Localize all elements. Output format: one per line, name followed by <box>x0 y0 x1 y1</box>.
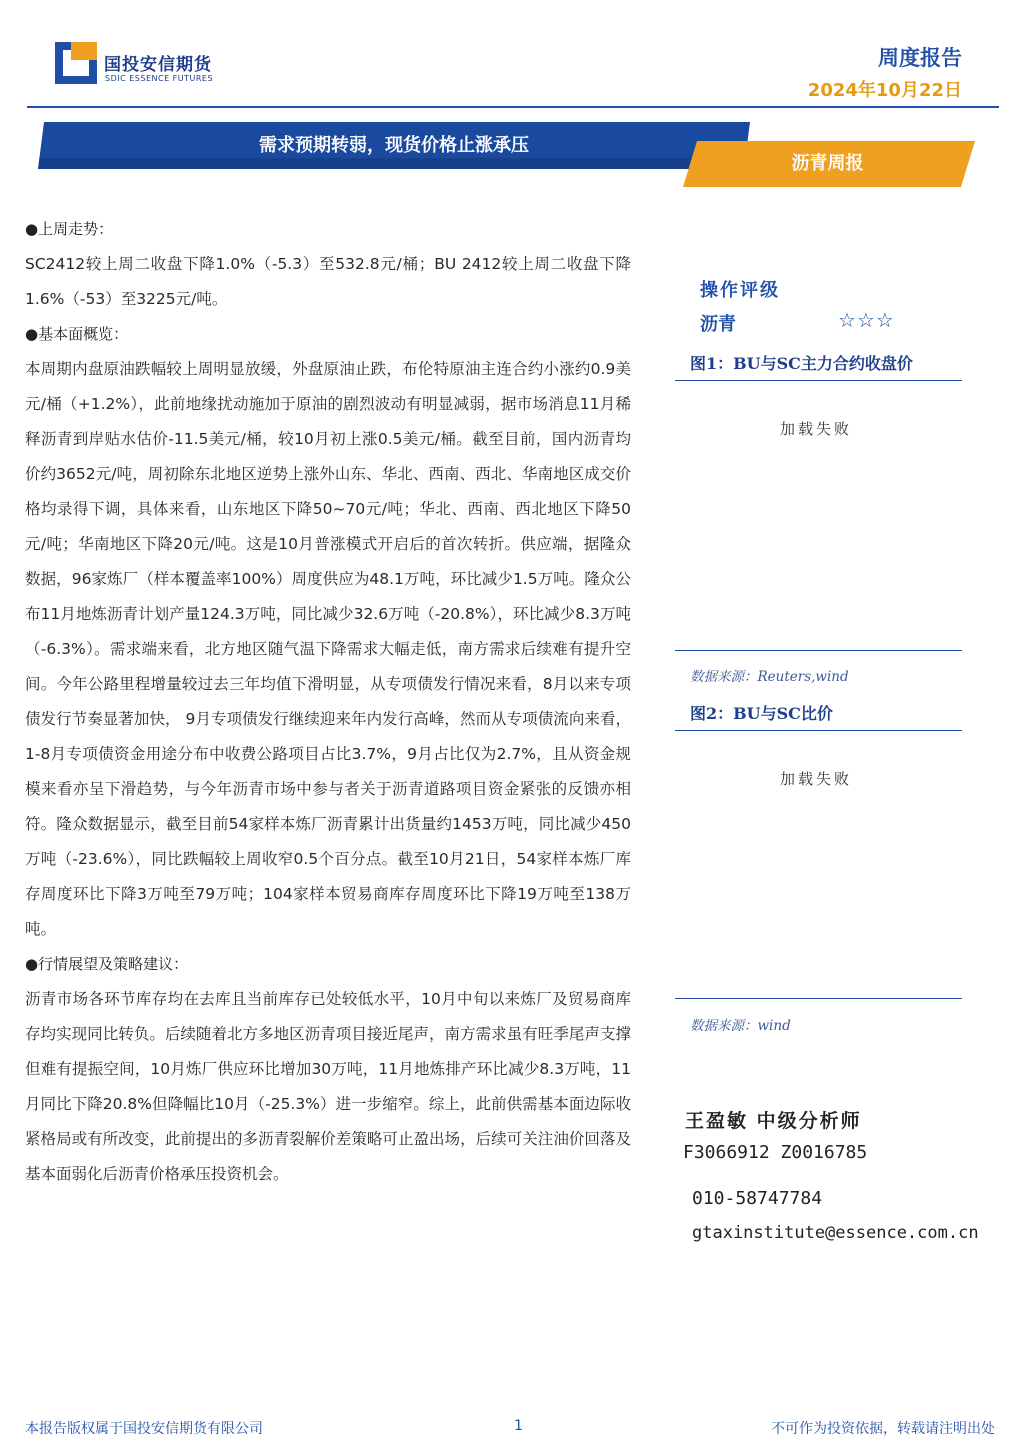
rating-stars-icon: ☆☆☆ <box>838 308 895 332</box>
section-fundamentals <box>25 317 631 947</box>
section-paragraph: 本周期内盘原油跌幅较上周明显放缓，外盘原油止跌，布伦特原油主连合约小涨约0.9美元/桶（+1.2%），此前地缘扰动施加于原油的剧烈波动有明显减弱，据市场消息11月稀释沥青到岸贴水估价-11.5美元/桶，较10月初上涨0.5美元/桶。截至目前，国内沥青均价约3652元/吨，周初除东北地区逆势上涨外山东、华北、西南、西北、华南地区成交价格均录得下调，具体来看，山东地区下降50~70元/吨；华北、西南、西北地区下降50元/吨；华南地区下降20元/吨。这是10月普涨模式开启后的首次转折。供应端，据隆众数据，96家炼厂（样本覆盖率100%）周度供应为48.1万吨，环比减少1.5万吨。隆众公布11月地炼沥青计划产量124.3万吨，同比减少32.6万吨（-20.8%），环比减少8.3万吨（-6.3%）。需求端来看，北方地区随气温下降需求大幅走低，南方需求后续难有提升空间。今年公路里程增量较过去三年均值下滑明显，从专项债发行情况来看，8月以来专项债发行节奏显著加快， 9月专项债发行继续迎来年内发行高峰，然而从专项债流向来看，1-8月专项债资金用途分布中收费公路项目占比3.7%，9月占比仅为2.7%，且从资金规模来看亦呈下滑趋势，与今年沥青市场中参与者关于沥青道路项目资金紧张的反馈亦相符。隆众数据显示，截至目前54家样本炼厂沥青累计出货量约1453万吨，同比减少450万吨（-23.6%），同比跌幅较上周收窄0.5个百分点。截至10月21日，54家样本炼厂库存周度环比下降3万吨至79万吨；104家样本贸易商库存周度环比下降19万吨至138万吨。 <box>25 360 631 938</box>
section-paragraph: 沥青市场各环节库存均在去库且当前库存已处较低水平，10月中旬以来炼厂及贸易商库存均实现同比转负。后续随着北方多地区沥青项目接近尾声，南方需求虽有旺季尾声支撑但难有提振空间，10月炼厂供应环比增加30万吨，11月地炼排产环比减少8.3万吨，11月同比下降20.8%但降幅比10月（-25.3%）进一步缩窄。综上，此前供需基本面边际收紧格局或有所改变，此前提出的多沥青裂解价差策略可止盈出场，后续可关注油价回落及基本面弱化后沥青价格承压投资机会。 <box>25 990 631 1183</box>
report-type: 周度报告 <box>878 46 962 70</box>
figure-2-broken-image: 加载失败 <box>780 770 853 788</box>
section-heading: ●行情展望及策略建议： <box>25 955 189 973</box>
header-divider <box>27 106 999 108</box>
company-logo-icon <box>55 42 97 84</box>
figure-1-source: 数据来源：Reuters,wind <box>690 669 849 685</box>
company-name-en: SDIC ESSENCE FUTURES <box>105 74 214 83</box>
page-number: 1 <box>514 1418 523 1434</box>
footer-disclaimer: 不可作为投资依据，转载请注明出处 <box>771 1421 995 1437</box>
company-name-cn: 国投安信期货 <box>104 55 212 75</box>
figure-1-broken-image: 加载失败 <box>780 420 853 438</box>
report-date: 2024年10月22日 <box>807 80 962 101</box>
analyst-name: 王盈敏 中级分析师 <box>685 1110 862 1132</box>
rating-title: 操作评级 <box>700 280 780 301</box>
section-heading: ●基本面概览： <box>25 325 129 343</box>
figure-1-title: 图1：BU与SC主力合约收盘价 <box>690 354 913 373</box>
analyst-license-ids: F3066912 Z0016785 <box>683 1142 868 1163</box>
figure-1-bottom-rule <box>675 650 962 651</box>
footer-copyright: 本报告版权属于国投安信期货有限公司 <box>25 1421 263 1437</box>
section-last-week <box>25 212 631 317</box>
section-heading: ●上周走势： <box>25 220 114 238</box>
figure-1-top-rule <box>675 380 962 381</box>
figure-2-title: 图2：BU与SC比价 <box>690 704 833 723</box>
report-category: 沥青周报 <box>791 153 864 174</box>
report-title: 需求预期转弱，现货价格止涨承压 <box>259 135 529 156</box>
section-outlook <box>25 947 631 1192</box>
section-paragraph: SC2412较上周二收盘下降1.0%（-5.3）至532.8元/桶；BU 2412较上周二收盘下降1.6%（-53）至3225元/吨。 <box>25 255 631 308</box>
analyst-email-link[interactable]: gtaxinstitute@essence.com.cn <box>692 1223 979 1243</box>
figure-2-top-rule <box>675 730 962 731</box>
rating-product: 沥青 <box>700 314 736 335</box>
report-body <box>25 212 631 1192</box>
figure-2-source: 数据来源：wind <box>690 1018 791 1034</box>
figure-2-bottom-rule <box>675 998 962 999</box>
analyst-phone: 010-58747784 <box>692 1188 823 1209</box>
